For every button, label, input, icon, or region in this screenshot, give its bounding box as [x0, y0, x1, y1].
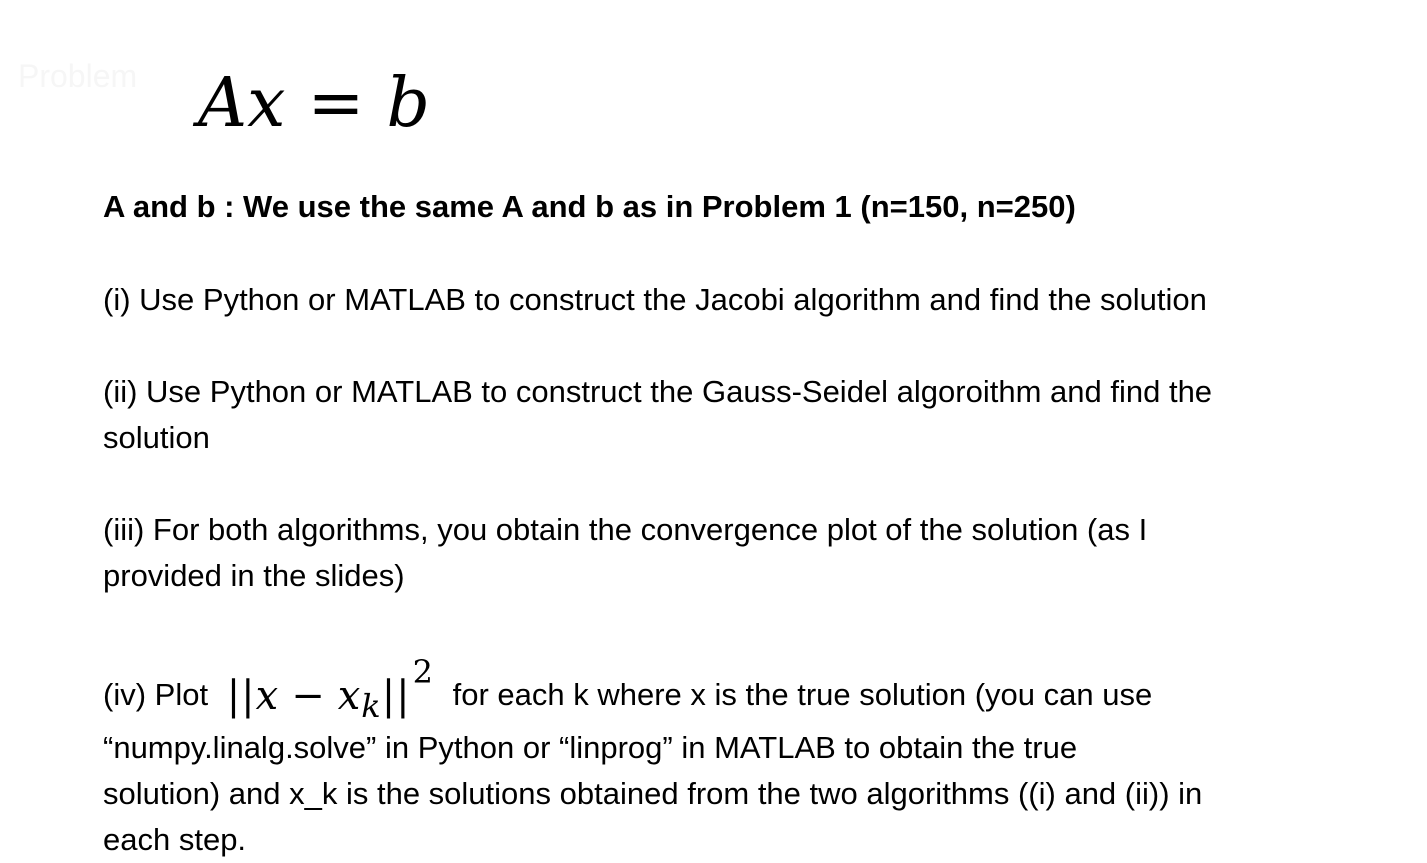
item-iv-line-3: solution) and x_k is the solutions obtained from the two algorithms ((i) and (ii)) in [103, 776, 1203, 811]
problem-heading: A and b : We use the same A and b as in Problem 1 (n=150, n=250) [103, 189, 1076, 224]
item-iv-suffix: for each k where x is the true solution (you can use [452, 677, 1153, 712]
equation-lhs: Ax [198, 64, 286, 143]
item-iv-line-2: “numpy.linalg.solve” in Python or “linprog” in MATLAB to obtain the true [103, 730, 1078, 765]
formula-minus: − [291, 673, 326, 719]
item-ii-line-2: solution [103, 420, 210, 455]
item-ii [103, 369, 1403, 461]
equation-rhs: b [386, 64, 430, 143]
item-iv-prefix: (iv) Plot [103, 677, 209, 712]
item-iv-line-4: each step. [103, 822, 247, 857]
item-iv [103, 645, 1403, 863]
formula-power: 2 [412, 653, 434, 691]
slide-title: Problem [18, 58, 138, 94]
squared-norm-formula [226, 653, 434, 725]
equation-ax-equals-b [198, 64, 430, 143]
norm-bars-right: || [381, 673, 411, 719]
item-i-line-1: (i) Use Python or MATLAB to construct the Jacobi algorithm and find the solution [103, 282, 1207, 317]
item-iii-line-2: provided in the slides) [103, 558, 405, 593]
item-iv-line-1 [103, 645, 1403, 725]
formula-xk: x [337, 673, 362, 719]
formula-x: x [255, 673, 280, 719]
item-iii-line-1: (iii) For both algorithms, you obtain the convergence plot of the solution (as I [103, 512, 1148, 547]
item-ii-line-1: (ii) Use Python or MATLAB to construct the Gauss-Seidel algoroithm and find the [103, 374, 1213, 409]
norm-bars-left: || [226, 673, 256, 719]
item-iii [103, 507, 1403, 599]
formula-subscript-k: k [361, 687, 382, 725]
equation-operator: = [307, 64, 365, 143]
item-i [103, 277, 1403, 323]
